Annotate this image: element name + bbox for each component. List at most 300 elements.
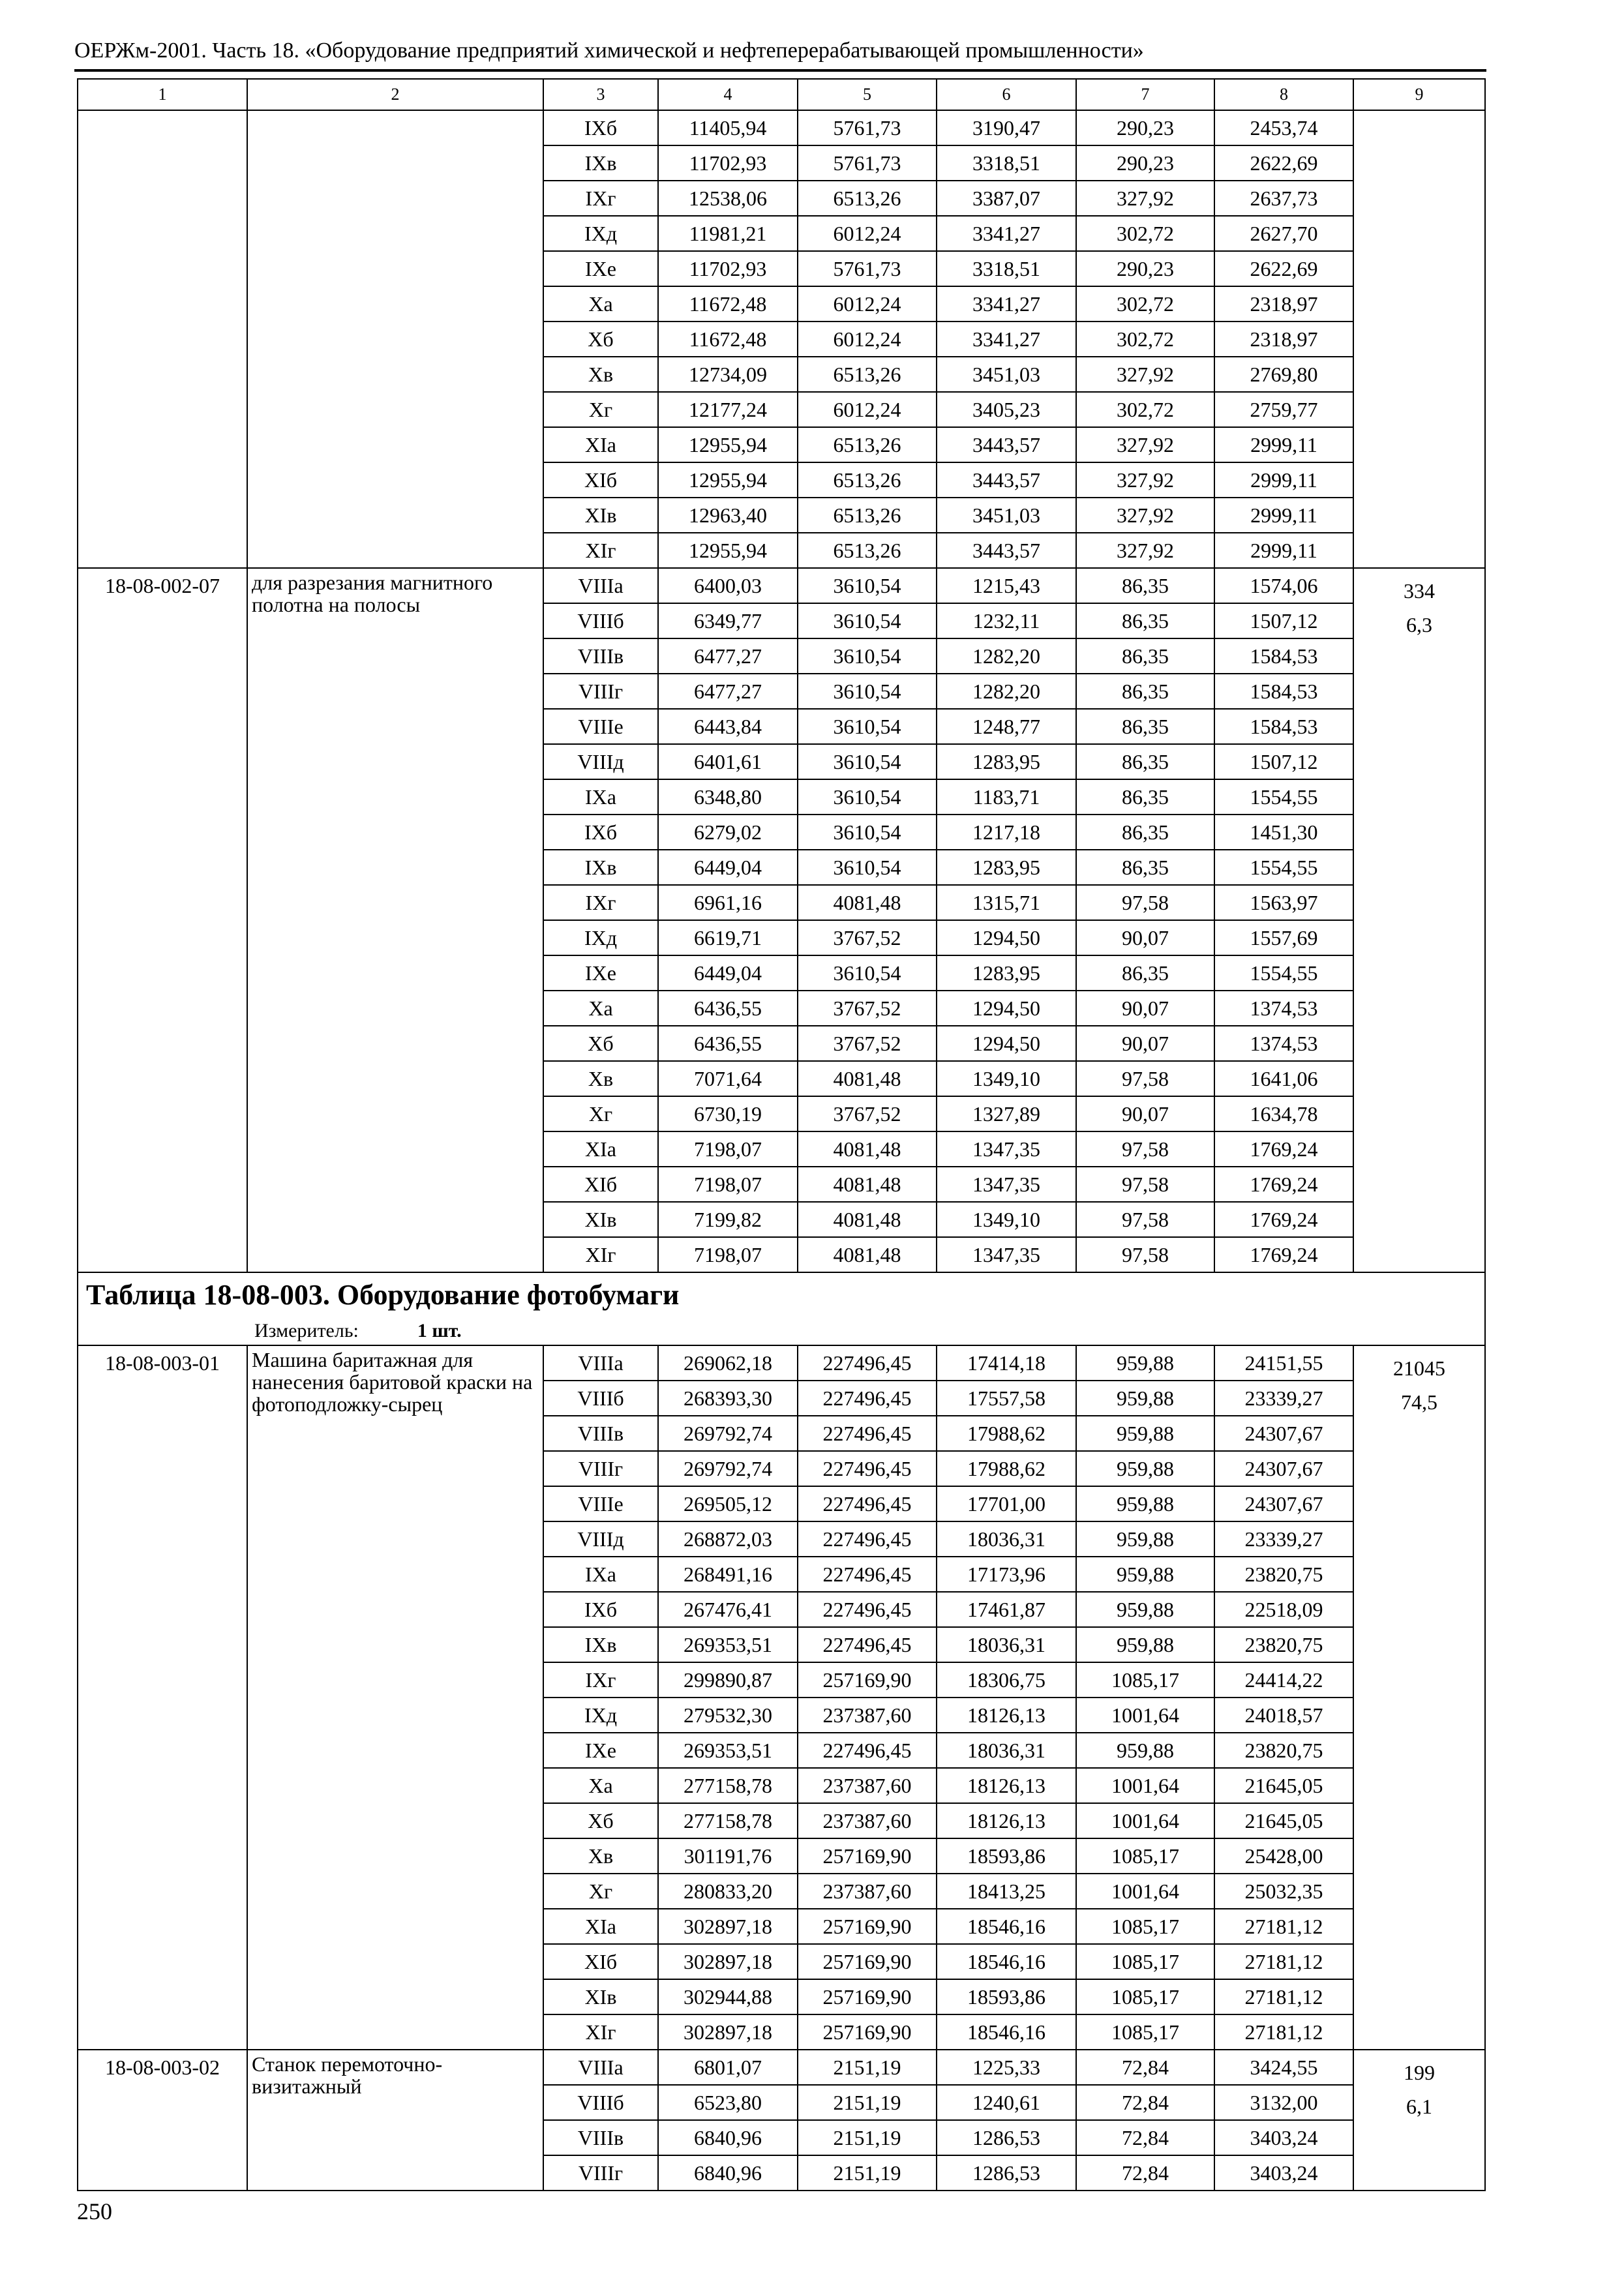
value-cell: 7071,64 [658, 1061, 798, 1096]
value-cell: 11672,48 [658, 286, 798, 322]
value-cell: 1183,71 [937, 779, 1076, 815]
value-cell: 327,92 [1076, 498, 1214, 533]
column-number: 6 [937, 79, 1076, 110]
rank-cell: IXб [543, 1592, 658, 1627]
value-cell: 24151,55 [1214, 1345, 1353, 1381]
rank-cell: IXв [543, 145, 658, 181]
value-cell: 1634,78 [1214, 1096, 1353, 1131]
rank-cell: XIв [543, 1202, 658, 1237]
rank-cell: Xв [543, 1061, 658, 1096]
rank-cell: IXе [543, 251, 658, 286]
value-cell: 227496,45 [798, 1451, 937, 1486]
value-cell: 3341,27 [937, 286, 1076, 322]
item-code: 18-08-003-01 [78, 1345, 247, 2050]
value-cell: 1085,17 [1076, 1909, 1214, 1944]
value-cell: 21645,05 [1214, 1803, 1353, 1838]
value-cell: 1283,95 [937, 850, 1076, 885]
extra-value: 6,3 [1406, 613, 1432, 636]
value-cell: 3610,54 [798, 815, 937, 850]
rank-cell: Xа [543, 991, 658, 1026]
extra-values [1353, 110, 1485, 568]
value-cell: 3318,51 [937, 145, 1076, 181]
value-cell: 18036,31 [937, 1521, 1076, 1557]
value-cell: 237387,60 [798, 1698, 937, 1733]
value-cell: 1554,55 [1214, 955, 1353, 991]
rank-cell: IXг [543, 1662, 658, 1698]
value-cell: 302944,88 [658, 1979, 798, 2014]
value-cell: 1374,53 [1214, 1026, 1353, 1061]
value-cell: 227496,45 [798, 1592, 937, 1627]
value-cell: 1240,61 [937, 2085, 1076, 2120]
value-cell: 86,35 [1076, 955, 1214, 991]
item-code [78, 110, 247, 568]
value-cell: 237387,60 [798, 1803, 937, 1838]
value-cell: 12177,24 [658, 392, 798, 427]
value-cell: 327,92 [1076, 181, 1214, 216]
value-cell: 17557,58 [937, 1381, 1076, 1416]
value-cell: 279532,30 [658, 1698, 798, 1733]
value-cell: 21645,05 [1214, 1768, 1353, 1803]
value-cell: 12955,94 [658, 427, 798, 462]
value-cell: 1294,50 [937, 991, 1076, 1026]
value-cell: 257169,90 [798, 1944, 937, 1979]
value-cell: 3403,24 [1214, 2155, 1353, 2191]
value-cell: 18036,31 [937, 1733, 1076, 1768]
value-cell: 18036,31 [937, 1627, 1076, 1662]
value-cell: 3318,51 [937, 251, 1076, 286]
value-cell: 302897,18 [658, 2014, 798, 2050]
table-row [78, 568, 1485, 603]
value-cell: 1286,53 [937, 2120, 1076, 2155]
extra-value: 334 [1404, 579, 1435, 603]
value-cell: 86,35 [1076, 744, 1214, 779]
value-cell: 3190,47 [937, 110, 1076, 145]
rank-cell: VIIIг [543, 674, 658, 709]
value-cell: 290,23 [1076, 145, 1214, 181]
value-cell: 1554,55 [1214, 779, 1353, 815]
rank-cell: Xа [543, 1768, 658, 1803]
item-description [247, 110, 543, 568]
value-cell: 1347,35 [937, 1237, 1076, 1272]
value-cell: 24307,67 [1214, 1416, 1353, 1451]
value-cell: 3403,24 [1214, 2120, 1353, 2155]
rank-cell: VIIIг [543, 1451, 658, 1486]
value-cell: 959,88 [1076, 1627, 1214, 1662]
value-cell: 97,58 [1076, 1167, 1214, 1202]
value-cell: 18126,13 [937, 1803, 1076, 1838]
column-number: 1 [78, 79, 247, 110]
value-cell: 268393,30 [658, 1381, 798, 1416]
value-cell: 6513,26 [798, 533, 937, 568]
value-cell: 3341,27 [937, 216, 1076, 251]
value-cell: 2637,73 [1214, 181, 1353, 216]
value-cell: 3387,07 [937, 181, 1076, 216]
value-cell: 1769,24 [1214, 1167, 1353, 1202]
value-cell: 2759,77 [1214, 392, 1353, 427]
value-cell: 6436,55 [658, 1026, 798, 1061]
value-cell: 6449,04 [658, 955, 798, 991]
value-cell: 86,35 [1076, 568, 1214, 603]
table-row [78, 1345, 1485, 1381]
value-cell: 6449,04 [658, 850, 798, 885]
value-cell: 27181,12 [1214, 1944, 1353, 1979]
value-cell: 18546,16 [937, 2014, 1076, 2050]
rank-cell: VIIIв [543, 638, 658, 674]
value-cell: 3424,55 [1214, 2050, 1353, 2085]
rank-cell: IXа [543, 779, 658, 815]
value-cell: 90,07 [1076, 1026, 1214, 1061]
value-cell: 23339,27 [1214, 1381, 1353, 1416]
value-cell: 1584,53 [1214, 709, 1353, 744]
value-cell: 6012,24 [798, 392, 937, 427]
extra-values [1353, 1345, 1485, 2050]
value-cell: 290,23 [1076, 251, 1214, 286]
value-cell: 17173,96 [937, 1557, 1076, 1592]
value-cell: 959,88 [1076, 1345, 1214, 1381]
value-cell: 301191,76 [658, 1838, 798, 1874]
value-cell: 280833,20 [658, 1874, 798, 1909]
value-cell: 72,84 [1076, 2155, 1214, 2191]
value-cell: 18413,25 [937, 1874, 1076, 1909]
value-cell: 1641,06 [1214, 1061, 1353, 1096]
value-cell: 3610,54 [798, 709, 937, 744]
rank-cell: Xг [543, 392, 658, 427]
rank-cell: XIа [543, 427, 658, 462]
column-number: 7 [1076, 79, 1214, 110]
value-cell: 277158,78 [658, 1768, 798, 1803]
value-cell: 1283,95 [937, 744, 1076, 779]
value-cell: 23339,27 [1214, 1521, 1353, 1557]
value-cell: 302897,18 [658, 1909, 798, 1944]
rank-cell: VIIIб [543, 603, 658, 638]
value-cell: 3610,54 [798, 955, 937, 991]
value-cell: 269353,51 [658, 1627, 798, 1662]
value-cell: 18546,16 [937, 1909, 1076, 1944]
value-cell: 257169,90 [798, 1662, 937, 1698]
column-number: 3 [543, 79, 658, 110]
rank-cell: Xв [543, 1838, 658, 1874]
value-cell: 327,92 [1076, 462, 1214, 498]
rank-cell: Xг [543, 1874, 658, 1909]
value-cell: 5761,73 [798, 110, 937, 145]
rank-cell: XIг [543, 533, 658, 568]
value-cell: 6513,26 [798, 181, 937, 216]
value-cell: 2151,19 [798, 2050, 937, 2085]
value-cell: 1507,12 [1214, 603, 1353, 638]
value-cell: 3341,27 [937, 322, 1076, 357]
value-cell: 959,88 [1076, 1521, 1214, 1557]
value-cell: 1085,17 [1076, 1944, 1214, 1979]
value-cell: 237387,60 [798, 1768, 937, 1803]
value-cell: 1248,77 [937, 709, 1076, 744]
value-cell: 6840,96 [658, 2120, 798, 2155]
value-cell: 7198,07 [658, 1167, 798, 1202]
column-number: 8 [1214, 79, 1353, 110]
extra-values [1353, 2050, 1485, 2191]
value-cell: 1001,64 [1076, 1803, 1214, 1838]
value-cell: 269062,18 [658, 1345, 798, 1381]
value-cell: 24414,22 [1214, 1662, 1353, 1698]
unit-cell [78, 1317, 1485, 1345]
value-cell: 4081,48 [798, 1061, 937, 1096]
price-table [77, 78, 1486, 2191]
value-cell: 18593,86 [937, 1838, 1076, 1874]
value-cell: 86,35 [1076, 709, 1214, 744]
value-cell: 17988,62 [937, 1416, 1076, 1451]
value-cell: 6513,26 [798, 427, 937, 462]
value-cell: 72,84 [1076, 2085, 1214, 2120]
rank-cell: IXе [543, 955, 658, 991]
value-cell: 3405,23 [937, 392, 1076, 427]
value-cell: 227496,45 [798, 1486, 937, 1521]
extra-value: 21045 [1393, 1356, 1445, 1380]
value-cell: 1282,20 [937, 674, 1076, 709]
value-cell: 97,58 [1076, 1202, 1214, 1237]
rank-cell: IXв [543, 1627, 658, 1662]
rank-cell: VIIIа [543, 2050, 658, 2085]
value-cell: 302,72 [1076, 286, 1214, 322]
value-cell: 18306,75 [937, 1662, 1076, 1698]
table-row [78, 2050, 1485, 2085]
rank-cell: VIIIб [543, 1381, 658, 1416]
value-cell: 11672,48 [658, 322, 798, 357]
value-cell: 1451,30 [1214, 815, 1353, 850]
value-cell: 227496,45 [798, 1381, 937, 1416]
value-cell: 7198,07 [658, 1131, 798, 1167]
value-cell: 25032,35 [1214, 1874, 1353, 1909]
value-cell: 1584,53 [1214, 638, 1353, 674]
value-cell: 327,92 [1076, 533, 1214, 568]
value-cell: 1507,12 [1214, 744, 1353, 779]
value-cell: 12538,06 [658, 181, 798, 216]
column-number: 5 [798, 79, 937, 110]
value-cell: 959,88 [1076, 1451, 1214, 1486]
value-cell: 86,35 [1076, 638, 1214, 674]
rank-cell: XIг [543, 1237, 658, 1272]
value-cell: 2622,69 [1214, 251, 1353, 286]
value-cell: 237387,60 [798, 1874, 937, 1909]
value-cell: 1557,69 [1214, 920, 1353, 955]
value-cell: 6279,02 [658, 815, 798, 850]
value-cell: 3767,52 [798, 920, 937, 955]
column-number-row [78, 79, 1485, 110]
rank-cell: IXе [543, 1733, 658, 1768]
value-cell: 6401,61 [658, 744, 798, 779]
rank-cell: XIг [543, 2014, 658, 2050]
page-number: 250 [77, 2198, 112, 2224]
value-cell: 268491,16 [658, 1557, 798, 1592]
value-cell: 290,23 [1076, 110, 1214, 145]
rank-cell: IXд [543, 920, 658, 955]
rank-cell: VIIIв [543, 1416, 658, 1451]
value-cell: 18593,86 [937, 1979, 1076, 2014]
value-cell: 277158,78 [658, 1803, 798, 1838]
rank-cell: VIIIв [543, 2120, 658, 2155]
value-cell: 3132,00 [1214, 2085, 1353, 2120]
rank-cell: XIб [543, 462, 658, 498]
rank-cell: IXд [543, 1698, 658, 1733]
value-cell: 6348,80 [658, 779, 798, 815]
value-cell: 1554,55 [1214, 850, 1353, 885]
value-cell: 3767,52 [798, 1026, 937, 1061]
value-cell: 2453,74 [1214, 110, 1353, 145]
value-cell: 959,88 [1076, 1486, 1214, 1521]
rank-cell: XIб [543, 1167, 658, 1202]
unit-label: Измеритель: [254, 1320, 359, 1341]
value-cell: 959,88 [1076, 1381, 1214, 1416]
value-cell: 959,88 [1076, 1557, 1214, 1592]
item-description: Станок перемоточно-визитажный [247, 2050, 543, 2191]
value-cell: 72,84 [1076, 2120, 1214, 2155]
value-cell: 269792,74 [658, 1416, 798, 1451]
value-cell: 3610,54 [798, 744, 937, 779]
value-cell: 1001,64 [1076, 1698, 1214, 1733]
rank-cell: VIIIг [543, 2155, 658, 2191]
value-cell: 2999,11 [1214, 533, 1353, 568]
rank-cell: Xб [543, 322, 658, 357]
extra-value: 199 [1404, 2061, 1435, 2084]
table-body [78, 79, 1485, 2191]
value-cell: 86,35 [1076, 779, 1214, 815]
item-description: для разрезания магнитного полотна на полосы [247, 568, 543, 1272]
value-cell: 6513,26 [798, 462, 937, 498]
value-cell: 86,35 [1076, 674, 1214, 709]
value-cell: 23820,75 [1214, 1733, 1353, 1768]
running-header: ОЕРЖм-2001. Часть 18. «Оборудование предприятий химической и нефтеперерабатывающей промышленности» [74, 38, 1144, 63]
value-cell: 97,58 [1076, 1237, 1214, 1272]
value-cell: 1286,53 [937, 2155, 1076, 2191]
rank-cell: XIа [543, 1131, 658, 1167]
value-cell: 327,92 [1076, 427, 1214, 462]
value-cell: 327,92 [1076, 357, 1214, 392]
value-cell: 1001,64 [1076, 1874, 1214, 1909]
value-cell: 3451,03 [937, 498, 1076, 533]
value-cell: 2622,69 [1214, 145, 1353, 181]
rank-cell: XIб [543, 1944, 658, 1979]
rank-cell: IXд [543, 216, 658, 251]
value-cell: 2151,19 [798, 2120, 937, 2155]
value-cell: 1315,71 [937, 885, 1076, 920]
column-number: 2 [247, 79, 543, 110]
value-cell: 227496,45 [798, 1733, 937, 1768]
value-cell: 227496,45 [798, 1345, 937, 1381]
rank-cell: VIIIб [543, 2085, 658, 2120]
value-cell: 97,58 [1076, 885, 1214, 920]
value-cell: 3610,54 [798, 638, 937, 674]
value-cell: 1347,35 [937, 1167, 1076, 1202]
rank-cell: IXг [543, 885, 658, 920]
value-cell: 1001,64 [1076, 1768, 1214, 1803]
value-cell: 27181,12 [1214, 2014, 1353, 2050]
value-cell: 959,88 [1076, 1733, 1214, 1768]
value-cell: 11702,93 [658, 145, 798, 181]
value-cell: 97,58 [1076, 1131, 1214, 1167]
value-cell: 1563,97 [1214, 885, 1353, 920]
unit-row [78, 1317, 1485, 1345]
value-cell: 90,07 [1076, 991, 1214, 1026]
value-cell: 227496,45 [798, 1557, 937, 1592]
rank-cell: XIв [543, 498, 658, 533]
value-cell: 7199,82 [658, 1202, 798, 1237]
value-cell: 1232,11 [937, 603, 1076, 638]
value-cell: 257169,90 [798, 1838, 937, 1874]
value-cell: 25428,00 [1214, 1838, 1353, 1874]
value-cell: 1282,20 [937, 638, 1076, 674]
value-cell: 6400,03 [658, 568, 798, 603]
value-cell: 4081,48 [798, 1131, 937, 1167]
value-cell: 1294,50 [937, 1026, 1076, 1061]
rank-cell: VIIIд [543, 744, 658, 779]
value-cell: 257169,90 [798, 2014, 937, 2050]
value-cell: 2627,70 [1214, 216, 1353, 251]
value-cell: 3610,54 [798, 850, 937, 885]
value-cell: 6523,80 [658, 2085, 798, 2120]
value-cell: 18546,16 [937, 1944, 1076, 1979]
value-cell: 269792,74 [658, 1451, 798, 1486]
value-cell: 1769,24 [1214, 1131, 1353, 1167]
rank-cell: XIа [543, 1909, 658, 1944]
rank-cell: IXа [543, 1557, 658, 1592]
value-cell: 268872,03 [658, 1521, 798, 1557]
value-cell: 11981,21 [658, 216, 798, 251]
value-cell: 1225,33 [937, 2050, 1076, 2085]
section-title: Таблица 18-08-003. Оборудование фотобумаги [78, 1272, 1485, 1317]
value-cell: 227496,45 [798, 1521, 937, 1557]
value-cell: 72,84 [1076, 2050, 1214, 2085]
rank-cell: IXб [543, 815, 658, 850]
value-cell: 27181,12 [1214, 1979, 1353, 2014]
value-cell: 1327,89 [937, 1096, 1076, 1131]
value-cell: 257169,90 [798, 1909, 937, 1944]
value-cell: 23820,75 [1214, 1627, 1353, 1662]
value-cell: 6012,24 [798, 322, 937, 357]
value-cell: 6513,26 [798, 498, 937, 533]
value-cell: 4081,48 [798, 1167, 937, 1202]
value-cell: 4081,48 [798, 1202, 937, 1237]
value-cell: 3767,52 [798, 1096, 937, 1131]
value-cell: 3443,57 [937, 462, 1076, 498]
value-cell: 2318,97 [1214, 286, 1353, 322]
value-cell: 2769,80 [1214, 357, 1353, 392]
value-cell: 227496,45 [798, 1416, 937, 1451]
value-cell: 1574,06 [1214, 568, 1353, 603]
value-cell: 3443,57 [937, 427, 1076, 462]
value-cell: 2151,19 [798, 2155, 937, 2191]
value-cell: 6961,16 [658, 885, 798, 920]
value-cell: 2999,11 [1214, 498, 1353, 533]
value-cell: 6513,26 [798, 357, 937, 392]
rank-cell: VIIIа [543, 1345, 658, 1381]
rank-cell: IXг [543, 181, 658, 216]
rank-cell: Xг [543, 1096, 658, 1131]
rank-cell: Xв [543, 357, 658, 392]
item-code: 18-08-002-07 [78, 568, 247, 1272]
rank-cell: VIIIа [543, 568, 658, 603]
value-cell: 6801,07 [658, 2050, 798, 2085]
value-cell: 1347,35 [937, 1131, 1076, 1167]
value-cell: 3610,54 [798, 568, 937, 603]
value-cell: 18126,13 [937, 1698, 1076, 1733]
value-cell: 6477,27 [658, 674, 798, 709]
value-cell: 3767,52 [798, 991, 937, 1026]
value-cell: 2999,11 [1214, 427, 1353, 462]
value-cell: 86,35 [1076, 850, 1214, 885]
value-cell: 1349,10 [937, 1202, 1076, 1237]
item-code: 18-08-003-02 [78, 2050, 247, 2191]
value-cell: 227496,45 [798, 1627, 937, 1662]
rank-cell: VIIIе [543, 709, 658, 744]
value-cell: 6619,71 [658, 920, 798, 955]
